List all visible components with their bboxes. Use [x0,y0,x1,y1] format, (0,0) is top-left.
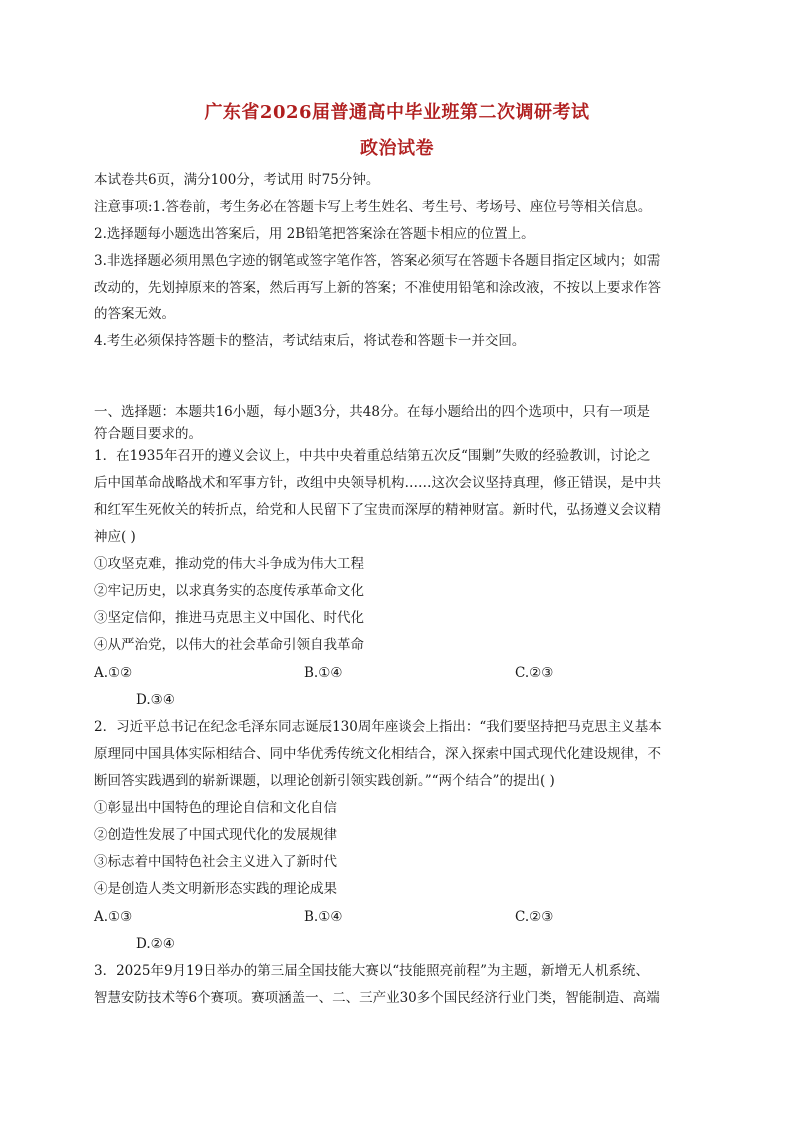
question-3-stem: 智慧安防技术等6个赛项。赛项涵盖一、二、三产业30多个国民经济行业门类，智能制造、高端 [94,990,660,1006]
instruction-line: 改动的，先划掉原来的答案，然后再写上新的答案；不准使用铅笔和涂改液，不按以上要求作答 [94,280,661,296]
exam-title: 广东省2026届普通高中毕业班第二次调研考试 [204,102,590,123]
question-2-option-b: B.①④ [304,909,343,925]
question-1-stem: 和红军生死攸关的转折点，给党和人民留下了宝贵而深厚的精神财富。新时代，弘扬遵义会议精 [94,502,661,518]
question-2-option-d: D.②④ [136,936,175,952]
question-1-stem: 后中国革命战略战术和军事方针，改组中央领导机构……这次会议坚持真理，修正错误，是中共 [94,475,661,491]
question-1-option-d: D.③④ [136,692,175,708]
question-1-statement: ④从严治党，以伟大的社会革命引领自我革命 [94,637,364,653]
question-1-option-a: A.①② [94,665,133,681]
instruction-line: 注意事项:1.答卷前，考生务必在答题卡写上考生姓名、考生号、考场号、座位号等相关信息。 [94,199,652,215]
question-2-statement: ①彰显出中国特色的理论自信和文化自信 [94,800,337,816]
instruction-line: 2.选择题每小题选出答案后，用 2B铅笔把答案涂在答题卡相应的位置上。 [94,226,535,242]
question-1-statement: ①攻坚克难，推动党的伟大斗争成为伟大工程 [94,556,364,572]
question-2-stem: 2．习近平总书记在纪念毛泽东同志诞辰130周年座谈会上指出：“我们要坚持把马克思主义基本 [94,719,662,735]
question-2-statement: ③标志着中国特色社会主义进入了新时代 [94,854,337,870]
instruction-line: 的答案无效。 [94,306,175,322]
section-heading: 符合题目要求的。 [94,426,202,442]
question-1-statement: ②牢记历史，以求真务实的态度传承革命文化 [94,583,364,599]
section-heading: 一、选择题：本题共16小题，每小题3分，共48分。在每小题给出的四个选项中，只有一项是 [94,404,650,420]
question-1-option-b: B.①④ [304,665,343,681]
question-2-option-a: A.①③ [94,909,133,925]
instruction-line: 本试卷共6页，满分100分，考试用 时75分钟。 [94,172,380,188]
question-1-stem: 1．在1935年召开的遵义会议上，中共中央着重总结第五次反“围剿”失败的经验教训，讨论之 [94,448,651,464]
exam-subtitle: 政治试卷 [360,138,434,159]
question-1-statement: ③坚定信仰，推进马克思主义中国化、时代化 [94,610,364,626]
question-3-stem: 3．2025年9月19日举办的第三届全国技能大赛以“技能照亮前程”为主题，新增无人机系统、 [94,963,650,979]
question-2-option-c: C.②③ [515,909,554,925]
instruction-line: 3.非选择题必须用黑色字迹的钢笔或签字笔作答，答案必须写在答题卡各题目指定区域内；如需 [94,253,661,269]
question-2-stem: 断回答实践遇到的崭新课题，以理论创新引领实践创新。”“两个结合”的提出( ) [94,773,555,789]
question-2-stem: 原理同中国具体实际相结合、同中华优秀传统文化相结合，深入探索中国式现代化建设规律，不 [94,746,661,762]
question-2-statement: ④是创造人类文明新形态实践的理论成果 [94,881,337,897]
question-2-statement: ②创造性发展了中国式现代化的发展规律 [94,827,337,843]
question-1-stem: 神应( ) [94,529,136,545]
question-1-option-c: C.②③ [515,665,554,681]
instruction-line: 4.考生必须保持答题卡的整洁，考试结束后，将试卷和答题卡一并交回。 [94,333,526,349]
